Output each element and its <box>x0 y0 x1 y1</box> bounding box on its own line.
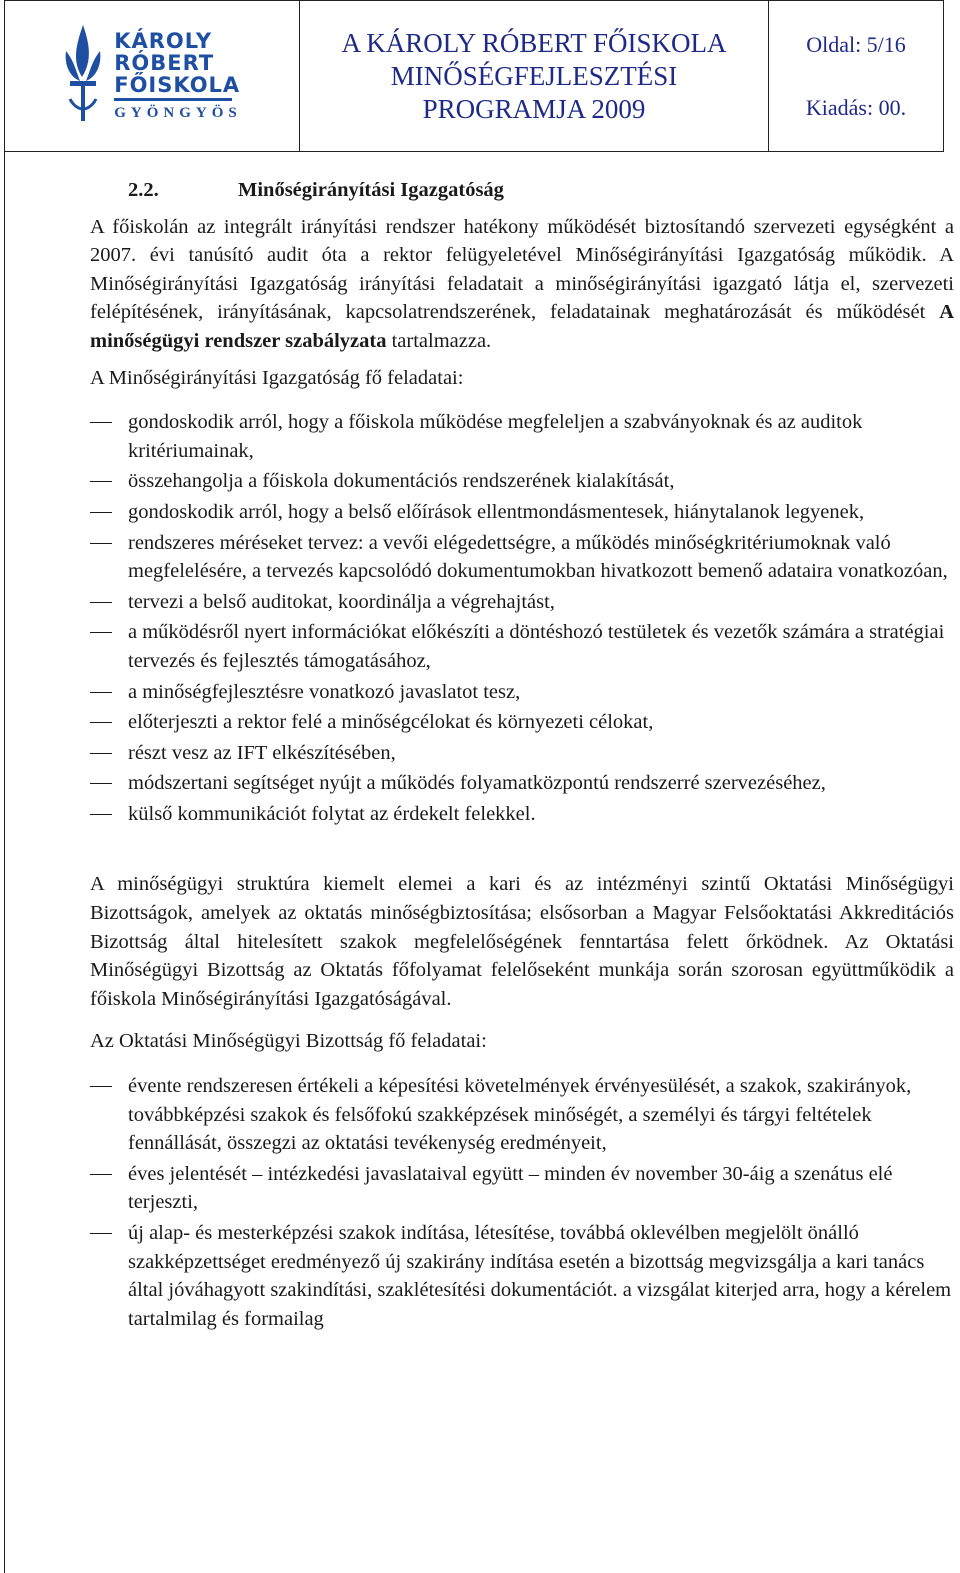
title-line-2: MINŐSÉGFEJLESZTÉSI <box>390 60 678 91</box>
committee-tasks-list <box>90 1072 954 1333</box>
page-number: Oldal: 5/16 <box>806 31 906 57</box>
logo-divider <box>114 98 232 101</box>
document-meta <box>769 1 943 151</box>
title-line-1: A KÁROLY RÓBERT FŐISKOLA <box>341 27 727 58</box>
list-item: a működésről nyert információkat előkészíti a döntéshozó testületek és vezetők számára a stratégiai tervezés és fejlesztés támogatásához, <box>90 618 954 675</box>
intro-text-2: tartalmazza. <box>386 329 492 352</box>
logo-cell <box>5 1 300 151</box>
tasks-lead: A Minőségirányítási Igazgatóság fő feladatai: <box>90 366 464 389</box>
intro-text-1: A főiskolán az integrált irányítási rendszer hatékony működését biztosítandó szervezeti egységként a 2007. évi tanúsító audit óta a rektor felügyeletével Minőségirányítási Igazgatóság működik. A Minőségirányítási Igazgatóság irányítási feladatait a minőségirányítási igazgató látja el, szervezeti felépítésének, irányításának, kapcsolatrendszerének, feladatainak meghatározását és működését <box>90 215 954 324</box>
document-body <box>90 176 954 1335</box>
lily-emblem-icon <box>62 21 104 131</box>
list-item: külső kommunikációt folytat az érdekelt felekkel. <box>90 800 954 829</box>
institution-logo <box>62 21 242 131</box>
list-item: éves jelentését – intézkedési javaslataival együtt – minden év november 30-áig a szenátus elé terjeszti, <box>90 1160 954 1217</box>
list-item: összehangolja a főiskola dokumentációs rendszerének kialakítását, <box>90 467 954 496</box>
intro-paragraph <box>90 213 954 356</box>
structure-paragraph: A minőségügyi struktúra kiemelt elemei a kari és az intézményi szintű Oktatási Minőségügyi Bizottságok, amelyek az oktatás minőségbiztosítása; elsősorban a Magyar Felsőoktatási Akkreditációs Bizottság által hitelesített szakok megfelelőségének fenntartása felett őrködnek. Az Oktatási Minőségügyi Bizottság az Oktatás főfolyamat felelőseként munkája során szorosan együttműködik a főiskola Minőségirányítási Igazgatóságával. <box>90 873 954 1010</box>
page-left-border <box>4 0 5 1573</box>
tasks-list <box>90 408 954 828</box>
edition-number: Kiadás: 00. <box>805 94 907 120</box>
list-item: gondoskodik arról, hogy a belső előírások ellentmondásmentesek, hiánytalanok legyenek, <box>90 498 954 527</box>
list-item: rendszeres méréseket tervez: a vevői elégedettségre, a működés minőségkritériumoknak való megfelelésére, a tervezés kapcsolódó dokumentumokban hivatkozott bemenő adataira vonatkozóan, <box>90 529 954 586</box>
logo-city: GYÖNGYÖS <box>114 105 242 121</box>
list-item: évente rendszeresen értékeli a képesítési követelmények érvényesülését, a szakok, szakirányok, továbbképzési szakok és felsőfokú szakképzések minőségét, a személyi és tárgyi feltételek fennállását, összegzi az oktatási tevékenység eredményeit, <box>90 1072 954 1158</box>
committee-lead: Az Oktatási Minőségügyi Bizottság fő feladatai: <box>90 1030 487 1053</box>
list-item: tervezi a belső auditokat, koordinálja a végrehajtást, <box>90 588 954 617</box>
intro-bold-ref: A minőségügyi rendszer szabályzata <box>90 301 954 352</box>
list-item: módszertani segítséget nyújt a működés folyamatközpontú rendszerré szervezéséhez, <box>90 769 954 798</box>
document-title <box>300 1 769 151</box>
list-item: a minőségfejlesztésre vonatkozó javaslatot tesz, <box>90 678 954 707</box>
document-header <box>4 0 944 152</box>
section-title: Minőségirányítási Igazgatóság <box>238 179 504 201</box>
title-line-3: PROGRAMJA 2009 <box>422 93 646 124</box>
logo-line-1: KÁROLY <box>114 29 213 53</box>
logo-line-3: FŐISKOLA <box>114 73 241 97</box>
list-item: előterjeszti a rektor felé a minőségcélokat és környezeti célokat, <box>90 708 954 737</box>
list-item: gondoskodik arról, hogy a főiskola működése megfeleljen a szabványoknak és az auditok kritériumainak, <box>90 408 954 465</box>
section-number: 2.2. <box>128 179 159 201</box>
list-item: részt vesz az IFT elkészítésében, <box>90 739 954 768</box>
list-item: új alap- és mesterképzési szakok indítása, létesítése, továbbá oklevélben megjelölt önálló szakképzettséget eredményező új szakirány indítása esetén a bizottság megvizsgálja a kari tanács által jóváhagyott szakindítási, szaklétesítési dokumentációt. a vizsgálat kiterjed arra, hogy a kérelem tartalmilag és formailag <box>90 1219 954 1333</box>
section-heading <box>128 176 954 205</box>
logo-line-2: RÓBERT <box>114 51 215 75</box>
